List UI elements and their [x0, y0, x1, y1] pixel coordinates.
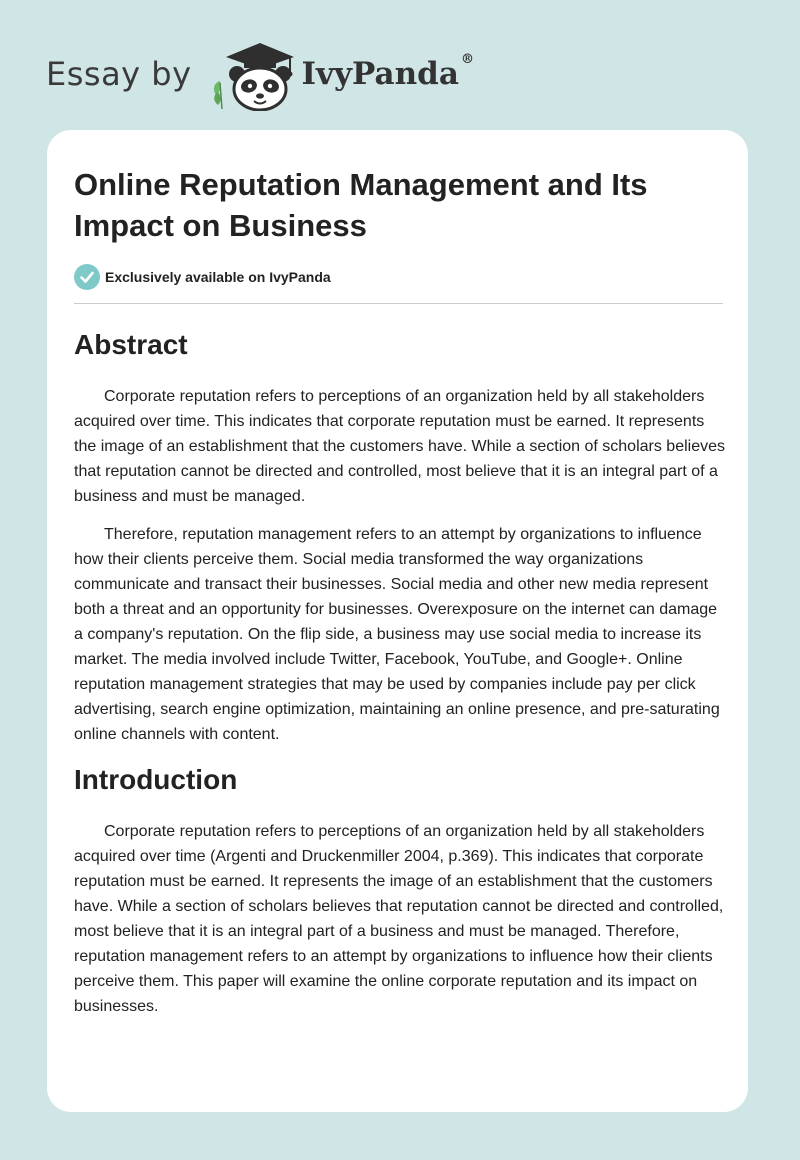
paragraph: Therefore, reputation management refers to an attempt by organizations to influence how their clients perceive them. Social media transformed the way organizations communicate and transact their businesses. Social media and other new media represent both a threat and an opportunity for businesses. Overexposure on the internet can damage a company's reputation. On the flip side, a business may use social media to increase its market. The media involved include Twitter, Facebook, YouTube, and Google+. Online reputation management strategies that may be used by companies include pay per click advertising, search engine optimization, maintaining an online presence, and pre-saturating online channels with content. — [74, 526, 720, 743]
exclusive-badge — [74, 264, 331, 290]
brand-header[interactable] — [46, 34, 474, 114]
registered-mark: ® — [460, 52, 474, 67]
brand-name-text: IvyPanda — [301, 56, 459, 92]
document-card — [47, 130, 748, 1112]
brand-prefix: Essay by — [46, 55, 192, 93]
section-heading-abstract: Abstract — [74, 329, 188, 360]
section-heading-introduction: Introduction — [74, 764, 238, 795]
paragraph: Corporate reputation refers to perceptions of an organization held by all stakeholders acquired over time (Argenti and Druckenmiller 2004, p.369). This indicates that corporate reputation must be earned. It represents the image of an establishment that the customers have. While a section of scholars believes that reputation cannot be directed and controlled, most believe that it is an integral part of a business and must be managed. Therefore, reputation management refers to an attempt by organizations to influence how their clients perceive them. This paper will examine the online corporate reputation and its impact on businesses. — [74, 823, 724, 1015]
paragraph: Corporate reputation refers to perceptions of an organization held by all stakeholders acquired over time. This indicates that corporate reputation must be earned. It represents the image of an establishment that the customers have. While a section of scholars believes that reputation cannot be directed and controlled, most believe that it is an integral part of a business and must be managed. — [74, 388, 726, 505]
panda-logo-icon — [208, 37, 300, 111]
divider — [74, 303, 723, 304]
document-title: Online Reputation Management and Its Impact on Business — [74, 167, 648, 243]
exclusive-text: Exclusively available on IvyPanda — [105, 269, 331, 285]
document-body — [74, 322, 726, 1032]
brand-name — [301, 52, 474, 92]
checkmark-icon — [74, 264, 100, 290]
